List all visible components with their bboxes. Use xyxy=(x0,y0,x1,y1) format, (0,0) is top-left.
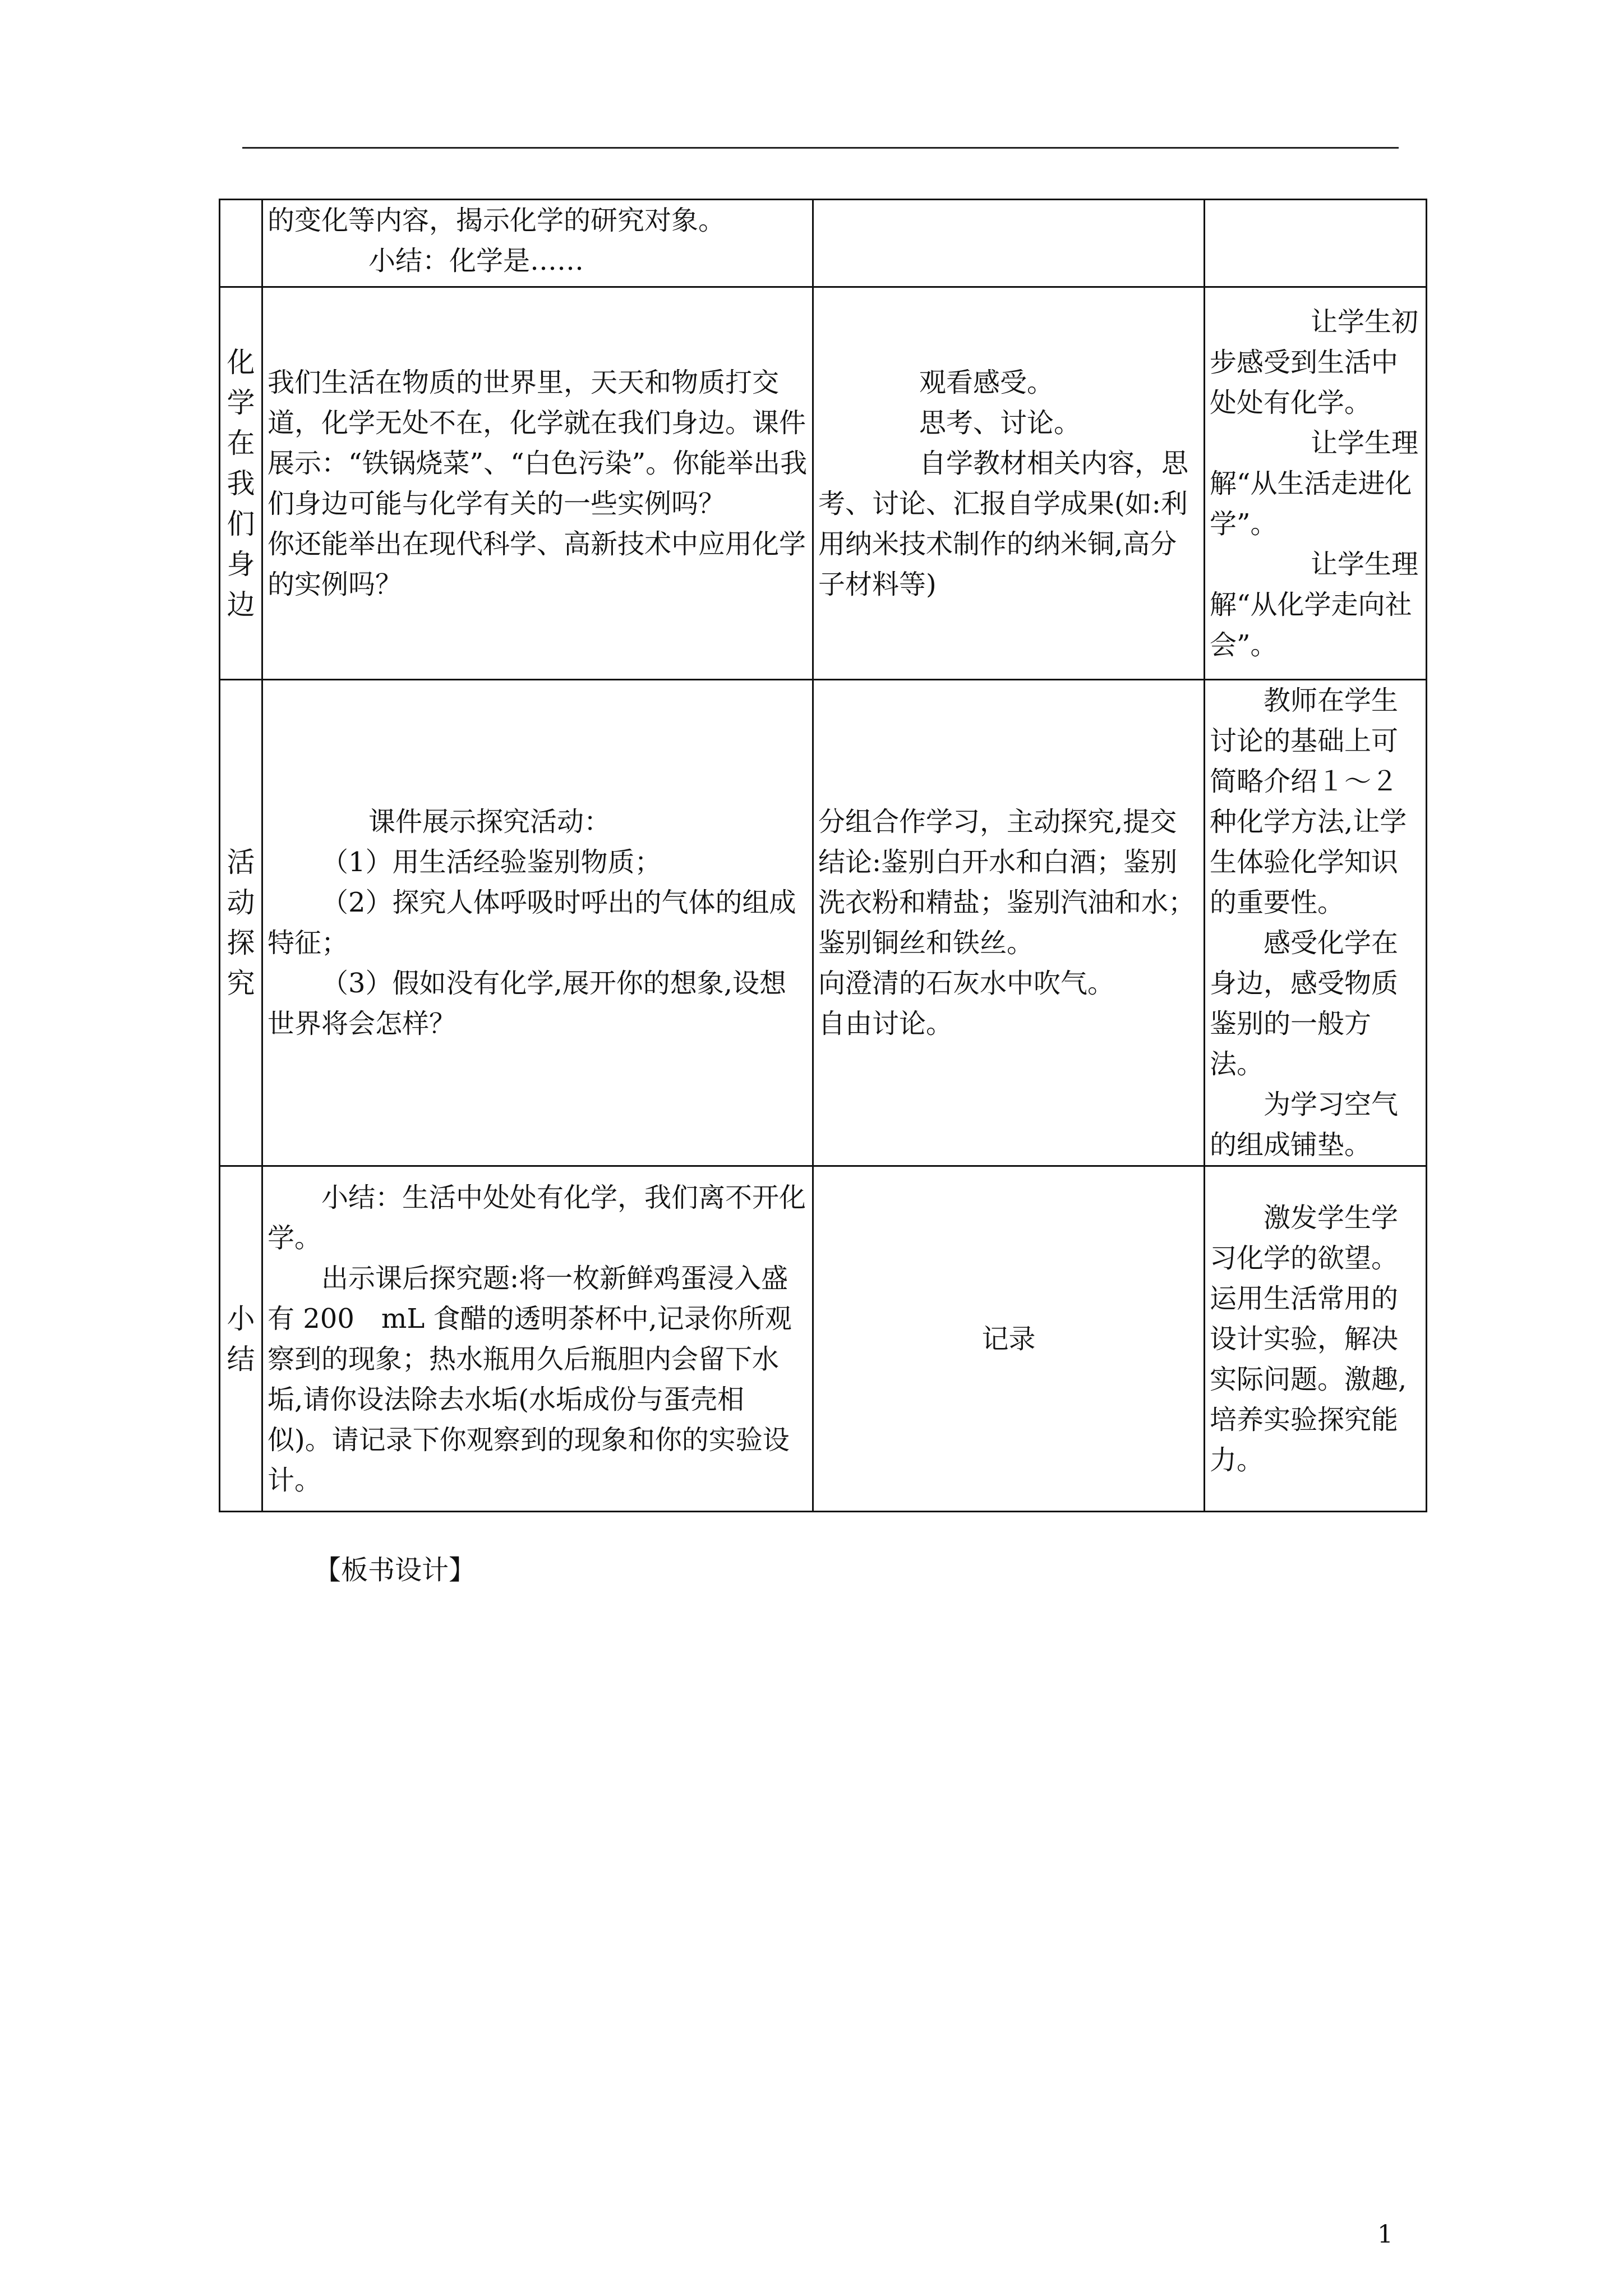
content-line: 向澄清的石灰水中吹气。 xyxy=(818,968,1115,999)
design-purpose-cell xyxy=(1205,287,1427,680)
content-line: 的变化等内容，揭示化学的研究对象。 xyxy=(268,205,726,236)
stage-char: 我 xyxy=(227,467,255,500)
table-row xyxy=(220,1166,1427,1512)
stage-cell xyxy=(220,287,262,680)
stage-cell xyxy=(220,680,262,1166)
stage-char: 边 xyxy=(227,588,255,621)
student-activity-cell xyxy=(813,1166,1205,1512)
stage-char: 结 xyxy=(227,1342,255,1375)
content-line: 思考、讨论。 xyxy=(919,407,1081,439)
teacher-activity-cell xyxy=(262,680,813,1166)
design-purpose-cell xyxy=(1205,680,1427,1166)
stage-char: 学 xyxy=(227,386,255,419)
teacher-activity-cell xyxy=(262,1166,813,1512)
content-line: 出示课后探究题:将一枚新鲜鸡蛋浸入盛有 200 mL 食醋的透明茶杯中,记录你所观察到的现象；热水瓶用久后瓶胆内会留下水垢,请你设法除去水垢(水垢成份与蛋壳相似)。请记录下你观察到的现象和你的实验设计。 xyxy=(268,1262,792,1496)
content-line: 小结：生活中处处有化学，我们离不开化学。 xyxy=(268,1181,806,1254)
content-line: 记录 xyxy=(981,1323,1036,1355)
stage-char: 化 xyxy=(227,346,255,379)
content-line: 运用生活常用的设计实验，解决实际问题。激趣,培养实验探究能力。 xyxy=(1210,1282,1407,1476)
header-rule xyxy=(242,147,1399,149)
content-line: 让学生理解“从化学走向社会”。 xyxy=(1210,548,1419,661)
stage-char: 动 xyxy=(227,886,255,919)
content-line: 课件展示探究活动： xyxy=(368,806,611,838)
teacher-activity-cell xyxy=(262,287,813,680)
stage-cell xyxy=(220,200,262,287)
stage-char: 身 xyxy=(227,547,255,581)
content-line: （2）探究人体呼吸时呼出的气体的组成特征； xyxy=(268,887,796,959)
table-row xyxy=(220,680,1427,1166)
content-line: （1）用生活经验鉴别物质； xyxy=(321,846,662,878)
lesson-plan-table xyxy=(219,199,1427,1512)
stage-char: 活 xyxy=(227,846,255,878)
content-line: 观看感受。 xyxy=(919,366,1054,398)
board-design-heading: 【板书设计】 xyxy=(314,1554,476,1586)
content-line: 感受化学在身边，感受物质鉴别的一般方法。 xyxy=(1210,927,1399,1080)
page-number: 1 xyxy=(1377,2220,1393,2249)
content-line: 让学生理解“从生活走进化学”。 xyxy=(1210,427,1419,540)
content-line: 为学习空气的组成铺垫。 xyxy=(1210,1089,1399,1161)
student-activity-cell xyxy=(813,287,1205,680)
content-line: （3）假如没有化学,展开你的想象,设想世界将会怎样？ xyxy=(268,968,787,1039)
stage-char: 们 xyxy=(227,507,255,540)
design-purpose-cell xyxy=(1205,1166,1427,1512)
design-purpose-cell xyxy=(1205,200,1427,287)
student-activity-cell xyxy=(813,200,1205,287)
content-line: 我们生活在物质的世界里，天天和物质打交道，化学无处不在，化学就在我们身边。课件展示：“铁锅烧菜”、“白色污染”。你能举出我们身边可能与化学有关的一些实例吗？ xyxy=(268,366,808,519)
stage-char: 究 xyxy=(227,967,255,1000)
teacher-activity-cell xyxy=(262,200,813,287)
stage-char: 小 xyxy=(227,1302,255,1335)
content-line: 教师在学生讨论的基础上可简略介绍１～２种化学方法,让学生体验化学知识的重要性。 xyxy=(1210,685,1407,918)
content-line: 自由讨论。 xyxy=(818,1008,953,1039)
content-line: 你还能举出在现代科学、高新技术中应用化学的实例吗？ xyxy=(268,528,806,600)
content-line: 让学生初步感受到生活中处处有化学。 xyxy=(1210,306,1419,418)
content-line: 激发学生学习化学的欲望。 xyxy=(1210,1202,1399,1274)
table-row xyxy=(220,287,1427,680)
stage-cell xyxy=(220,1166,262,1512)
stage-char: 探 xyxy=(227,927,255,959)
table-row xyxy=(220,200,1427,287)
content-line: 自学教材相关内容，思考、讨论、汇报自学成果(如:利用纳米技术制作的纳米铜,高分子材料等) xyxy=(818,447,1189,600)
content-line: 小结：化学是…… xyxy=(368,245,584,277)
content-line: 分组合作学习，主动探究,提交结论:鉴别白开水和白酒；鉴别洗衣粉和精盐；鉴别汽油和水；鉴别铜丝和铁丝。 xyxy=(818,806,1196,959)
stage-char: 在 xyxy=(227,426,255,459)
student-activity-cell xyxy=(813,680,1205,1166)
